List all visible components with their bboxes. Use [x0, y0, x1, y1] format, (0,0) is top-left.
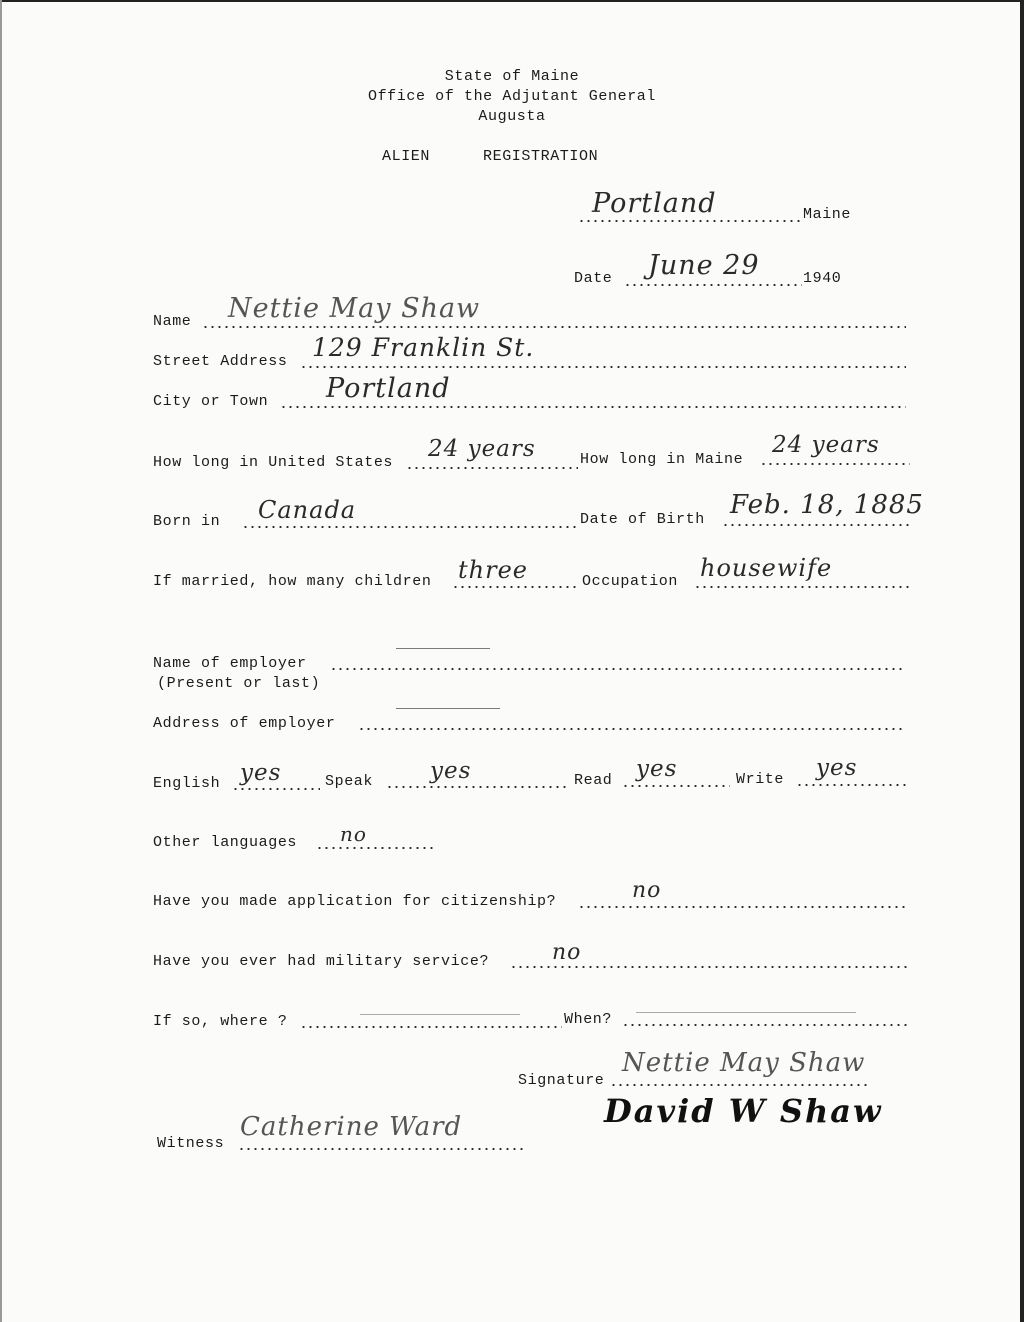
other-languages-value: no — [340, 822, 367, 846]
signature-dotted-line — [610, 1084, 870, 1086]
write-value: yes — [816, 755, 858, 781]
when-label: When? — [564, 1011, 613, 1028]
witness-dotted-line — [238, 1148, 526, 1150]
city-label: City or Town — [153, 393, 269, 410]
date-year: 1940 — [803, 270, 842, 287]
english-value: yes — [240, 760, 282, 786]
military-value: no — [552, 940, 582, 965]
children-value: three — [458, 556, 528, 584]
place-suffix: Maine — [803, 206, 852, 223]
us-years-dotted-line — [406, 467, 578, 469]
street-dotted-line — [300, 366, 906, 368]
employer-address-dotted-line — [358, 728, 906, 730]
english-dotted-line — [232, 788, 320, 790]
employer-address-label: Address of employer — [153, 715, 336, 732]
read-label: Read — [574, 772, 613, 789]
witness-value: Catherine Ward — [240, 1112, 463, 1142]
us-years-label: How long in United States — [153, 454, 394, 471]
place-value: Portland — [592, 188, 717, 219]
other-languages-dotted-line — [316, 847, 436, 849]
signature-label: Signature — [518, 1072, 605, 1089]
when-line — [636, 1012, 856, 1013]
header-state: State of Maine — [444, 68, 580, 85]
street-value: 129 Franklin St. — [312, 333, 535, 362]
signature-value-2: David W Shaw — [604, 1092, 883, 1130]
other-languages-label: Other languages — [153, 834, 298, 851]
header-city: Augusta — [478, 108, 546, 125]
occupation-label: Occupation — [582, 573, 679, 590]
citizenship-value: no — [632, 878, 662, 903]
header-office: Office of the Adjutant General — [367, 88, 657, 105]
speak-value: yes — [430, 758, 472, 784]
maine-years-dotted-line — [760, 463, 910, 465]
military-label: Have you ever had military service? — [153, 953, 490, 970]
children-label: If married, how many children — [153, 573, 432, 590]
write-label: Write — [736, 771, 785, 788]
city-value: Portland — [326, 373, 451, 404]
where-label: If so, where ? — [153, 1013, 288, 1030]
place-dotted-line — [578, 220, 800, 222]
maine-years-label: How long in Maine — [580, 451, 744, 468]
city-dotted-line — [280, 406, 906, 408]
header-registration: REGISTRATION — [483, 148, 599, 165]
born-label: Born in — [153, 513, 221, 530]
employer-name-sublabel: (Present or last) — [157, 675, 321, 692]
occupation-dotted-line — [694, 586, 910, 588]
dob-dotted-line — [722, 524, 910, 526]
military-dotted-line — [510, 966, 908, 968]
signature-value: Nettie May Shaw — [622, 1048, 866, 1078]
where-line — [360, 1014, 520, 1015]
speak-label: Speak — [325, 773, 374, 790]
date-label: Date — [574, 270, 613, 287]
scan-edge-left — [0, 0, 2, 1322]
witness-label: Witness — [157, 1135, 225, 1152]
name-dotted-line — [202, 326, 906, 328]
maine-years-value: 24 years — [772, 432, 880, 458]
read-value: yes — [636, 756, 678, 782]
read-dotted-line — [622, 785, 730, 787]
dob-value: Feb. 18, 1885 — [730, 490, 924, 520]
citizenship-dotted-line — [578, 906, 908, 908]
scan-edge-top — [0, 0, 1024, 2]
employer-name-line — [396, 648, 490, 649]
speak-dotted-line — [386, 786, 570, 788]
born-value: Canada — [258, 496, 357, 524]
employer-name-label: Name of employer — [153, 655, 307, 672]
where-dotted-line — [300, 1026, 562, 1028]
name-label: Name — [153, 313, 192, 330]
employer-name-dotted-line — [330, 668, 906, 670]
write-dotted-line — [796, 784, 908, 786]
name-value: Nettie May Shaw — [228, 293, 481, 324]
header-alien: ALIEN — [382, 148, 431, 165]
born-dotted-line — [242, 526, 578, 528]
scan-edge-right — [1020, 0, 1024, 1322]
when-dotted-line — [622, 1024, 908, 1026]
employer-address-line — [396, 708, 500, 709]
street-label: Street Address — [153, 353, 288, 370]
dob-label: Date of Birth — [580, 511, 705, 528]
citizenship-label: Have you made application for citizenship? — [153, 893, 557, 910]
date-value: June 29 — [648, 250, 760, 281]
occupation-value: housewife — [700, 554, 833, 582]
english-label: English — [153, 775, 221, 792]
children-dotted-line — [452, 586, 578, 588]
date-dotted-line — [624, 284, 802, 286]
us-years-value: 24 years — [428, 436, 536, 462]
